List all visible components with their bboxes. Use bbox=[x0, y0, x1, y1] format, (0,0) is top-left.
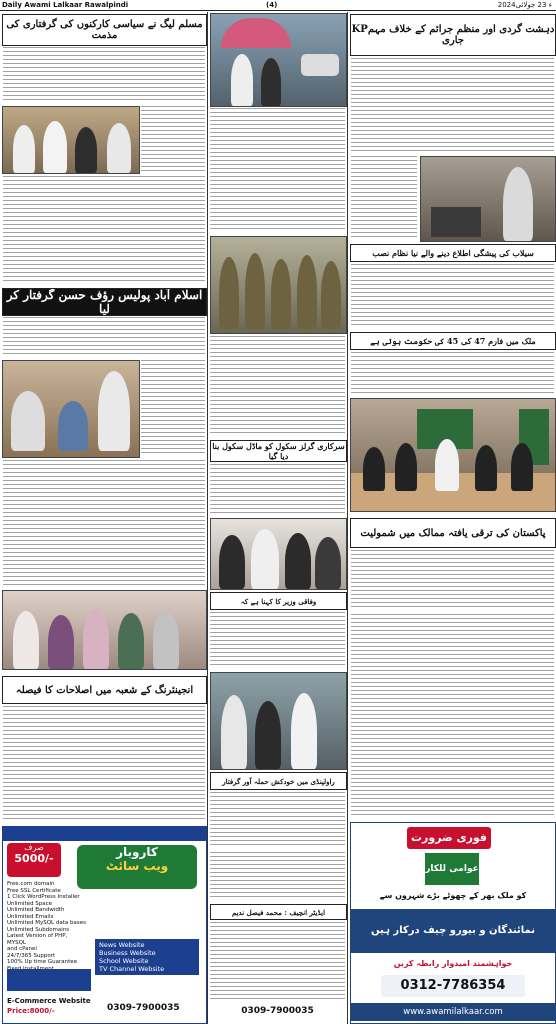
article-text bbox=[210, 336, 345, 436]
reporters-wanted-ad bbox=[350, 822, 556, 1024]
website-ad bbox=[2, 826, 207, 1024]
wanted-website[interactable]: www.awamilalkaar.com bbox=[351, 1003, 555, 1021]
headline: انجینئرنگ کے شعبہ میں اصلاحات کا فیصلہ bbox=[2, 676, 207, 704]
feature-item: Latest Version of PHP, MYSQL bbox=[7, 933, 68, 946]
article-text bbox=[351, 550, 554, 610]
article-text bbox=[210, 108, 345, 232]
headline: راولپنڈی میں خودکش حملہ آور گرفتار bbox=[210, 772, 347, 790]
price-value: 5000/- bbox=[14, 852, 54, 865]
masthead bbox=[0, 0, 556, 11]
urgent-banner: فوری ضرورت bbox=[407, 827, 491, 849]
ad-banner bbox=[7, 969, 91, 991]
article-text bbox=[210, 852, 345, 900]
ad-title-1: کاروبار bbox=[116, 845, 158, 859]
headline: ملک میں فارم 47 کی 45 کی حکومت ہوئی ہے bbox=[350, 332, 556, 350]
wanted-phone[interactable]: 0312-7786354 bbox=[381, 975, 525, 997]
article-text bbox=[210, 464, 345, 514]
brand-logo: عوامی للکار bbox=[425, 853, 479, 885]
editor-phone[interactable]: 0309-7900035 bbox=[241, 1006, 314, 1016]
masthead-left: Daily Awami Lalkaar Rawalpindi bbox=[2, 1, 129, 9]
article-text bbox=[141, 360, 205, 456]
article-text bbox=[3, 47, 205, 103]
wanted-line-1: کو ملک بھر کے چھوٹے بڑے شہروں سے bbox=[379, 891, 527, 900]
feature-item: and cPanel bbox=[7, 946, 37, 952]
feature-item: Unlimited Emails bbox=[7, 913, 54, 920]
editor-line: ایڈیٹر انچیف : محمد فیصل ندیم bbox=[210, 904, 347, 920]
news-photo bbox=[2, 106, 140, 174]
wanted-banner: نمائندگان و بیورو چیف درکار ہیں bbox=[351, 909, 555, 953]
article-text bbox=[351, 614, 554, 818]
news-photo bbox=[210, 672, 347, 770]
feature-item: Free.com domain bbox=[7, 881, 55, 887]
ad-phone[interactable]: 0309-7900035 bbox=[107, 1003, 180, 1013]
service-item: TV Channel Website bbox=[99, 965, 165, 973]
news-photo bbox=[210, 518, 347, 590]
news-photo bbox=[210, 236, 347, 334]
news-photo bbox=[350, 398, 556, 512]
news-photo bbox=[2, 360, 140, 458]
article-text bbox=[3, 317, 205, 357]
masthead-date: 2024ء 23 جولائی bbox=[497, 1, 552, 9]
ecommerce-price: Price:8000/- bbox=[7, 1007, 55, 1015]
article-text bbox=[141, 106, 205, 172]
price-badge bbox=[7, 843, 61, 877]
feature-item: Free SSL Certificate bbox=[7, 887, 61, 894]
article-text bbox=[3, 176, 205, 284]
article-text bbox=[210, 922, 345, 1000]
column-rule bbox=[207, 12, 208, 1024]
article-text bbox=[351, 156, 417, 240]
column-rule bbox=[347, 12, 348, 1024]
wanted-line-3: خواہشمند امیدوار رابطہ کریں bbox=[393, 959, 513, 968]
article-text bbox=[351, 58, 554, 152]
ad-title bbox=[77, 845, 197, 889]
feature-item: Unlimited Bandwidth bbox=[7, 907, 65, 913]
news-photo bbox=[2, 590, 207, 670]
headline: سرکاری گرلز سکول کو ماڈل سکول بنا دیا گیا bbox=[210, 440, 347, 462]
headline: پاکستان کی ترقی یافتہ ممالک میں شمولیت bbox=[350, 518, 556, 548]
article-text bbox=[210, 792, 345, 848]
headline: اسلام آباد پولیس رؤف حسن گرفتار کر لیا bbox=[2, 288, 207, 316]
feature-item: Unlimited Space bbox=[7, 900, 52, 907]
service-item: School Website bbox=[99, 957, 149, 965]
news-photo bbox=[420, 156, 556, 242]
price-label: صرف bbox=[24, 843, 44, 852]
headline: سیلاب کی پیشگی اطلاع دینے والے نیا نظام نصب bbox=[350, 244, 556, 262]
news-photo bbox=[210, 13, 347, 107]
feature-item: 1 Click WordPress Installer bbox=[7, 894, 80, 900]
article-text bbox=[351, 352, 554, 396]
feature-list bbox=[7, 881, 87, 972]
services-list bbox=[95, 939, 199, 975]
feature-item: Unlimited MySQL data bases bbox=[7, 920, 86, 926]
service-item: News Website bbox=[99, 941, 145, 949]
page-number: (4) bbox=[266, 1, 278, 9]
feature-item: 100% Up time Guarantee bbox=[7, 959, 78, 965]
article-text bbox=[3, 460, 205, 586]
service-item: Business Website bbox=[99, 949, 156, 957]
ad-title-2: ویب سائٹ bbox=[105, 859, 169, 873]
headline: مسلم لیگ نے سیاسی کارکنوں کی گرفتاری کی مذمت bbox=[2, 14, 207, 46]
article-text bbox=[3, 706, 205, 822]
article-text bbox=[351, 264, 554, 328]
lead-headline: KPدہشت گردی اور منظم جرائم کے خلاف مہم جاری bbox=[350, 14, 556, 56]
article-text bbox=[210, 612, 345, 668]
ecommerce-label: E-Commerce Website bbox=[7, 997, 91, 1005]
feature-item: Unlimited Subdomains bbox=[7, 926, 70, 933]
feature-item: 24/7/365 Support bbox=[7, 952, 56, 959]
headline: وفاقی وزیر کا کہنا ہے کہ bbox=[210, 592, 347, 610]
